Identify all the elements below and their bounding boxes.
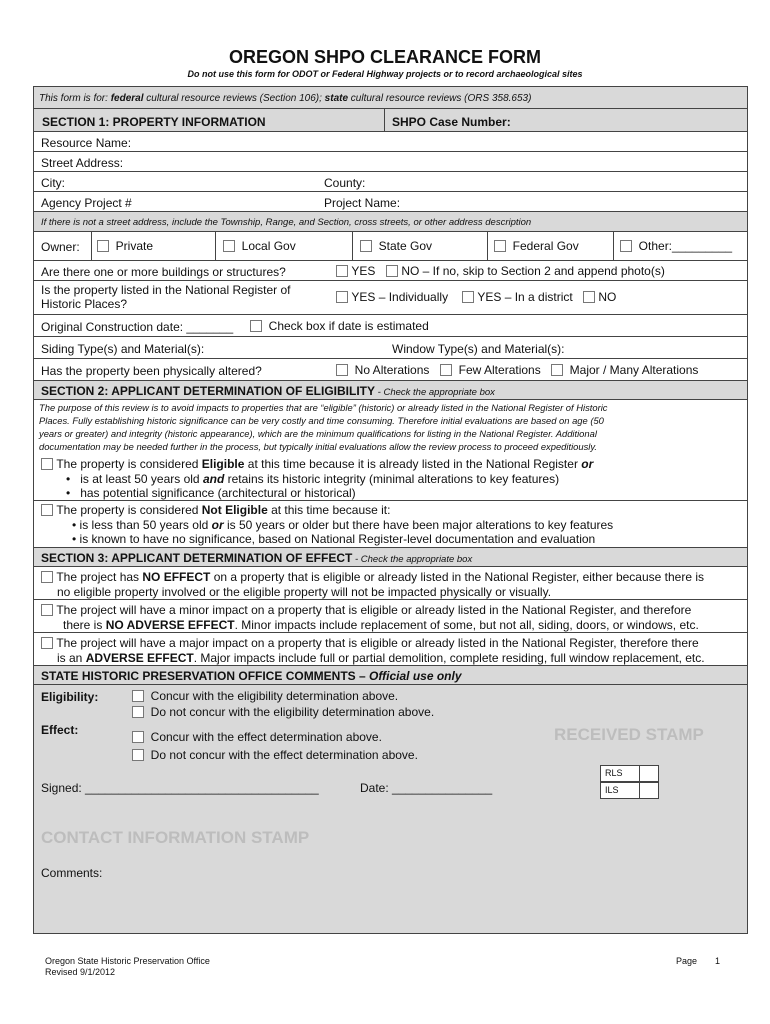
alter-few[interactable]: Few Alterations — [440, 363, 541, 377]
eligible-bullet-2: • has potential significance (architectural or historical) — [66, 486, 356, 500]
alter-few-checkbox[interactable] — [440, 364, 452, 376]
eff-concur-checkbox[interactable] — [132, 731, 144, 743]
address-note-row — [34, 212, 747, 232]
owner-local-gov-checkbox[interactable] — [223, 240, 235, 252]
no-adverse-effect-checkbox[interactable] — [41, 604, 53, 616]
alter-none-checkbox[interactable] — [336, 364, 348, 376]
not-eligible-checkbox[interactable] — [41, 504, 53, 516]
section2-header — [34, 381, 747, 400]
no-effect-line1[interactable]: The project has NO EFFECT on a property that is eligible or already listed in the National Register, either because there is — [41, 570, 704, 584]
siding-label: Siding Type(s) and Material(s): — [41, 342, 205, 356]
resource-name-label: Resource Name: — [41, 136, 132, 150]
owner-federal-gov[interactable]: Federal Gov — [494, 239, 579, 253]
date-estimated[interactable]: Check box if date is estimated — [250, 319, 429, 333]
altered-question: Has the property been physically altered? — [41, 364, 262, 378]
not-eligible-bullet-2: • is known to have no significance, based on National Register-level documentation and evaluation — [72, 532, 596, 546]
owner-other[interactable]: Other:_________ — [620, 239, 732, 253]
adverse-effect-checkbox[interactable] — [41, 637, 53, 649]
contact-information-stamp: CONTACT INFORMATION STAMP — [41, 828, 310, 847]
adverse-effect-line2: is an ADVERSE EFFECT. Major impacts include full or partial demolition, complete residing, full window replacement, etc. — [57, 651, 705, 665]
nr-yes-individually-checkbox[interactable] — [336, 291, 348, 303]
no-adverse-effect-option — [34, 600, 747, 633]
street-address-label: Street Address: — [41, 156, 124, 170]
section1-title: SECTION 1: PROPERTY INFORMATION — [42, 115, 266, 129]
intro-row — [34, 87, 747, 109]
effect-label: Effect: — [41, 723, 79, 737]
window-label: Window Type(s) and Material(s): — [392, 342, 565, 356]
date-line[interactable]: Date: _______________ — [360, 781, 493, 795]
footer-office: Oregon State Historic Preservation Office — [45, 956, 210, 966]
no-effect-option — [34, 567, 747, 600]
nr-question-line2: Historic Places? — [41, 297, 128, 311]
no-effect-checkbox[interactable] — [41, 571, 53, 583]
signed-line[interactable]: Signed: ___________________________________ — [41, 781, 319, 795]
owner-state-gov-checkbox[interactable] — [360, 240, 372, 252]
city-label: City: — [41, 176, 65, 190]
elig-concur-checkbox[interactable] — [132, 690, 144, 702]
alter-major[interactable]: Major / Many Alterations — [551, 363, 698, 377]
intro-text: This form is for: federal cultural resource reviews (Section 106); state cultural resource reviews (ORS 358.653) — [39, 93, 532, 104]
owner-label: Owner: — [41, 240, 80, 254]
shpo-title: STATE HISTORIC PRESERVATION OFFICE COMMENTS – Official use only — [41, 669, 462, 683]
no-adverse-effect-line1[interactable]: The project will have a minor impact on a property that is eligible or already listed in the National Register, and therefore — [41, 603, 691, 617]
address-note: If there is not a street address, include the Township, Range, and Section, cross streets, or other address description — [41, 217, 532, 228]
construction-date-label: Original Construction date: _______ — [41, 320, 234, 334]
adverse-effect-line1[interactable]: The project will have a major impact on a property that is eligible or already listed in the National Register, therefore there — [41, 636, 699, 650]
section2-title: SECTION 2: APPLICANT DETERMINATION OF ELIGIBILITY - Check the appropriate box — [41, 384, 495, 398]
buildings-no-checkbox[interactable] — [386, 265, 398, 277]
county-label: County: — [324, 176, 366, 190]
owner-local-gov[interactable]: Local Gov — [223, 239, 296, 253]
elig-not-concur[interactable]: Do not concur with the eligibility determination above. — [132, 705, 434, 719]
shpo-comments-area — [34, 685, 747, 933]
siding-window-row — [34, 337, 747, 359]
agency-project-label: Agency Project # — [41, 196, 132, 210]
buildings-yes-checkbox[interactable] — [336, 265, 348, 277]
no-effect-line2: no eligible property involved or the eligible property will not be impacted physically or visually. — [57, 585, 552, 599]
purpose-line-4: documentation may be needed further in the process, but typically initial evaluations allow the review process to proceed expeditiously. — [39, 441, 597, 452]
purpose-line-2: Places. Fully establishing historic significance can be very costly and time consuming. Therefore initial evaluations are based on age (50 — [39, 415, 604, 426]
street-address-row[interactable] — [34, 152, 747, 172]
buildings-row — [34, 261, 747, 281]
not-eligible-line[interactable]: The property is considered Not Eligible at this time because it: — [41, 503, 390, 517]
owner-federal-gov-checkbox[interactable] — [494, 240, 506, 252]
form-title: OREGON SHPO CLEARANCE FORM — [228, 47, 541, 67]
not-eligible-bullet-1: • is less than 50 years old or is 50 years or older but there have been major alterations to key features — [72, 518, 614, 532]
resource-name-row[interactable] — [34, 132, 747, 152]
footer-page-number: 1 — [715, 956, 721, 966]
alter-none[interactable]: No Alterations — [336, 363, 429, 377]
not-eligible-option — [34, 501, 747, 548]
ils-box[interactable] — [600, 782, 659, 799]
eff-not-concur[interactable]: Do not concur with the effect determination above. — [132, 748, 418, 762]
section3-title: SECTION 3: APPLICANT DETERMINATION OF EFFECT - Check the appropriate box — [41, 551, 473, 565]
date-estimated-checkbox[interactable] — [250, 320, 262, 332]
eff-not-concur-checkbox[interactable] — [132, 749, 144, 761]
city-county-row[interactable] — [34, 172, 747, 192]
eligibility-label: Eligibility: — [41, 690, 99, 704]
no-adverse-effect-line2: there is NO ADVERSE EFFECT. Minor impacts include replacement of some, but not all, siding, doors, or windows, etc. — [63, 618, 699, 632]
nr-yes-individually[interactable]: YES – Individually — [336, 290, 448, 304]
ils-label: ILS — [605, 785, 619, 795]
altered-row — [34, 359, 747, 381]
construction-date-row — [34, 315, 747, 337]
buildings-question: Are there one or more buildings or structures? — [41, 265, 286, 279]
nr-yes-district[interactable]: YES – In a district — [462, 290, 573, 304]
purpose-line-3: years or greater) and integrity (historic appearance), which are the minimum qualifications for listing in the National Register. Additional — [39, 428, 597, 439]
agency-project-row[interactable] — [34, 192, 747, 212]
elig-not-concur-checkbox[interactable] — [132, 706, 144, 718]
rls-box[interactable] — [600, 765, 659, 782]
owner-private-checkbox[interactable] — [97, 240, 109, 252]
nr-question-line1: Is the property listed in the National Register of — [41, 283, 291, 297]
owner-other-checkbox[interactable] — [620, 240, 632, 252]
shpo-case-number-label: SHPO Case Number: — [392, 115, 511, 129]
received-stamp: RECEIVED STAMP — [554, 725, 704, 744]
adverse-effect-option — [34, 633, 747, 666]
nr-yes-district-checkbox[interactable] — [462, 291, 474, 303]
nr-no-checkbox[interactable] — [583, 291, 595, 303]
project-name-label: Project Name: — [324, 196, 401, 210]
nr-no[interactable]: NO — [583, 290, 616, 304]
footer-revised: Revised 9/1/2012 — [45, 967, 116, 977]
buildings-no[interactable]: NO – If no, skip to Section 2 and append photo(s) — [386, 264, 665, 278]
eligible-option — [34, 455, 747, 501]
footer-page-label: Page — [676, 956, 698, 966]
eff-concur[interactable]: Concur with the effect determination above. — [132, 730, 382, 744]
national-register-row — [34, 281, 747, 315]
eligible-bullet-1: • is at least 50 years old and retains its historic integrity (minimal alterations to key features) — [66, 472, 560, 486]
eligible-line[interactable]: The property is considered Eligible at this time because it is already listed in the National Register or — [41, 457, 593, 471]
buildings-yes[interactable]: YES — [336, 264, 375, 278]
owner-row — [34, 232, 747, 261]
section2-purpose — [34, 400, 747, 455]
section3-header — [34, 548, 747, 567]
elig-concur[interactable]: Concur with the eligibility determination above. — [132, 689, 398, 703]
purpose-line-1: The purpose of this review is to avoid impacts to properties that are “eligible” (historic) or already listed in the National Register of Historic — [39, 402, 608, 413]
form-subtitle: Do not use this form for ODOT or Federal Highway projects or to record archaeological sites — [187, 69, 583, 79]
rls-label: RLS — [605, 768, 623, 778]
section1-header — [34, 109, 747, 132]
shpo-header — [34, 666, 747, 685]
owner-state-gov[interactable]: State Gov — [360, 239, 432, 253]
eligible-checkbox[interactable] — [41, 458, 53, 470]
alter-major-checkbox[interactable] — [551, 364, 563, 376]
comments-label: Comments: — [41, 866, 103, 880]
owner-private[interactable]: Private — [97, 239, 153, 253]
clearance-form — [33, 86, 748, 934]
